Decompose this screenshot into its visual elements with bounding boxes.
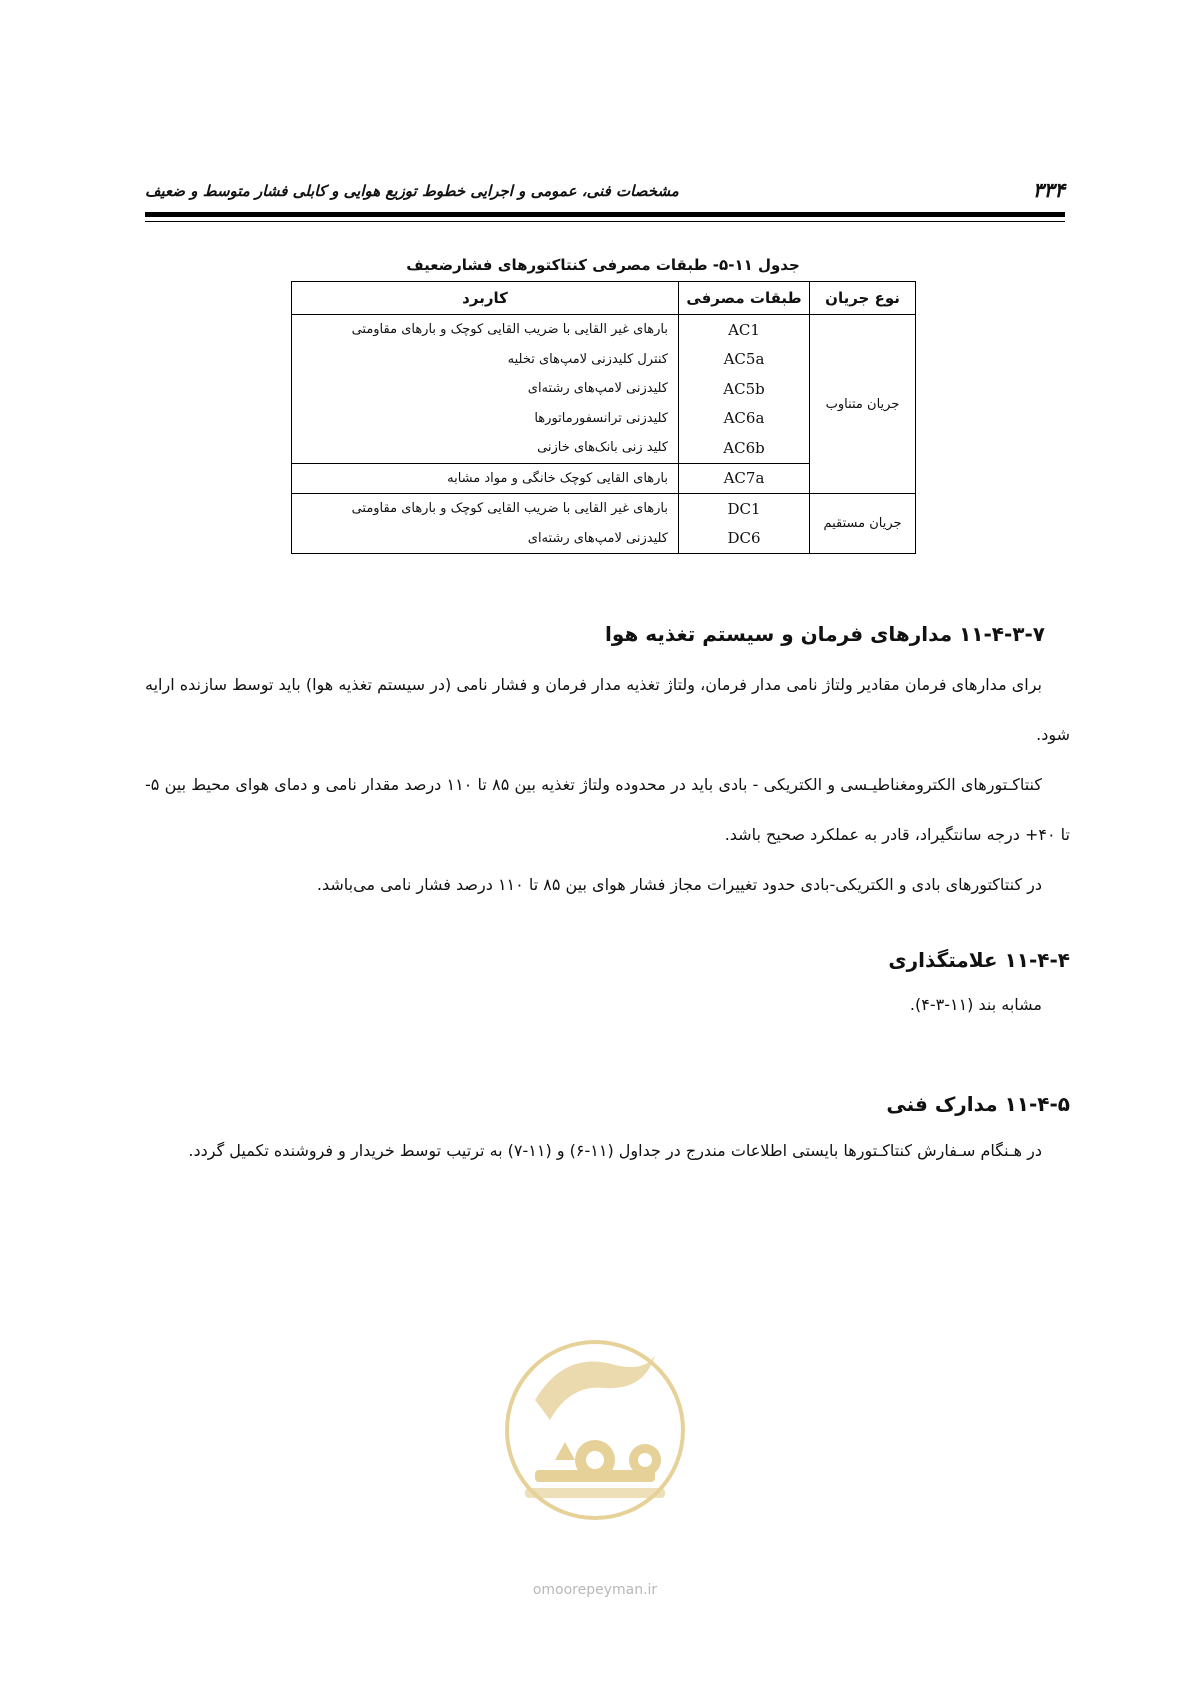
current-type-dc: جریان مستقیم	[810, 494, 916, 554]
section-control-circuits	[145, 622, 1070, 910]
usage-cell: کنترل کلیدزنی لامپ‌های تخلیه	[292, 345, 679, 375]
usage-cell: بارهای القایی کوچک خانگی و مواد مشابه	[292, 463, 679, 494]
usage-cell: کلیدزنی لامپ‌های رشته‌ای	[292, 374, 679, 404]
usage-cell: کلید زنی بانک‌های خازنی	[292, 433, 679, 463]
paragraph: کنتاکـتورهای الکترومغناطیـسی و الکتریکی - بادی باید در محدوده ولتاژ تغذیه بین ۸۵ تا ۱۱۰ درصد مقدار نامی و دمای هوای محیط بین ۵- تا ۴۰+ درجه سانتگیراد، قادر به عملکرد صحیح باشد.	[145, 775, 1070, 844]
contactor-categories-table	[291, 281, 916, 554]
header-category: طبقات مصرفی	[679, 282, 810, 315]
usage-cell: بارهای غیر القایی با ضریب القایی کوچک و بارهای مقاومتی	[292, 494, 679, 524]
category-cell: DC6	[679, 524, 810, 554]
header-current-type: نوع جریان	[810, 282, 916, 315]
category-cell: AC6a	[679, 404, 810, 434]
watermark-seal-icon	[495, 1310, 695, 1580]
section-technical-documents	[145, 1092, 1070, 1176]
table-row	[292, 315, 916, 345]
usage-cell: بارهای غیر القایی با ضریب القایی کوچک و بارهای مقاومتی	[292, 315, 679, 345]
header-rule-thin	[145, 221, 1065, 222]
watermark-site: omoorepeyman.ir	[532, 1582, 658, 1598]
paragraph: در کنتاکتورهای بادی و الکتریکی-بادی حدود تغییرات مجاز فشار هوای بین ۸۵ تا ۱۱۰ درصد فشار نامی می‌باشد.	[316, 875, 1042, 894]
running-title: مشخصات فنی، عمومی و اجرایی خطوط توزیع هوایی و کابلی فشار متوسط و ضعیف	[145, 182, 679, 200]
category-cell: DC1	[679, 494, 810, 524]
paragraph: مشابه بند (۱۱-۳-۴).	[909, 995, 1042, 1014]
table-caption: جدول ۱۱-۵- طبقات مصرفی کنتاکتورهای فشارضعیف	[406, 256, 800, 274]
category-cell: AC5b	[679, 374, 810, 404]
header-rule-thick	[145, 212, 1065, 217]
paragraph: برای مدارهای فرمان مقادیر ولتاژ نامی مدار فرمان، ولتاژ تغذیه مدار فرمان و فشار نامی (در سیستم تغذیه هوا) باید توسط سازنده ارایه شود.	[145, 675, 1070, 744]
category-cell: AC7a	[679, 463, 810, 494]
section-heading: ۱۱-۴-۵ مدارک فنی	[886, 1092, 1070, 1116]
header-usage: کاربرد	[292, 282, 679, 315]
table-row	[292, 494, 916, 524]
page-header	[145, 178, 1065, 214]
category-cell: AC5a	[679, 345, 810, 375]
section-heading: ۱۱-۴-۴ علامتگذاری	[888, 948, 1070, 972]
current-type-ac: جریان متناوب	[810, 315, 916, 494]
category-cell: AC1	[679, 315, 810, 345]
table-header-row	[292, 282, 916, 315]
page-number: ۳۳۴	[1032, 178, 1065, 202]
section-heading: ۱۱-۴-۳-۷ مدارهای فرمان و سیستم تغذیه هوا	[605, 622, 1045, 646]
usage-cell: کلیدزنی لامپ‌های رشته‌ای	[292, 524, 679, 554]
paragraph: در هـنگام سـفارش کنتاکـتورها بایستی اطلاعات مندرج در جداول (۱۱-۶) و (۱۱-۷) به ترتیب توسط خریدار و فروشنده تکمیل گردد.	[188, 1141, 1042, 1160]
watermark-logo	[495, 1310, 695, 1580]
section-marking	[145, 948, 1070, 1030]
category-cell: AC6b	[679, 433, 810, 463]
usage-cell: کلیدزنی ترانسفورماتورها	[292, 404, 679, 434]
